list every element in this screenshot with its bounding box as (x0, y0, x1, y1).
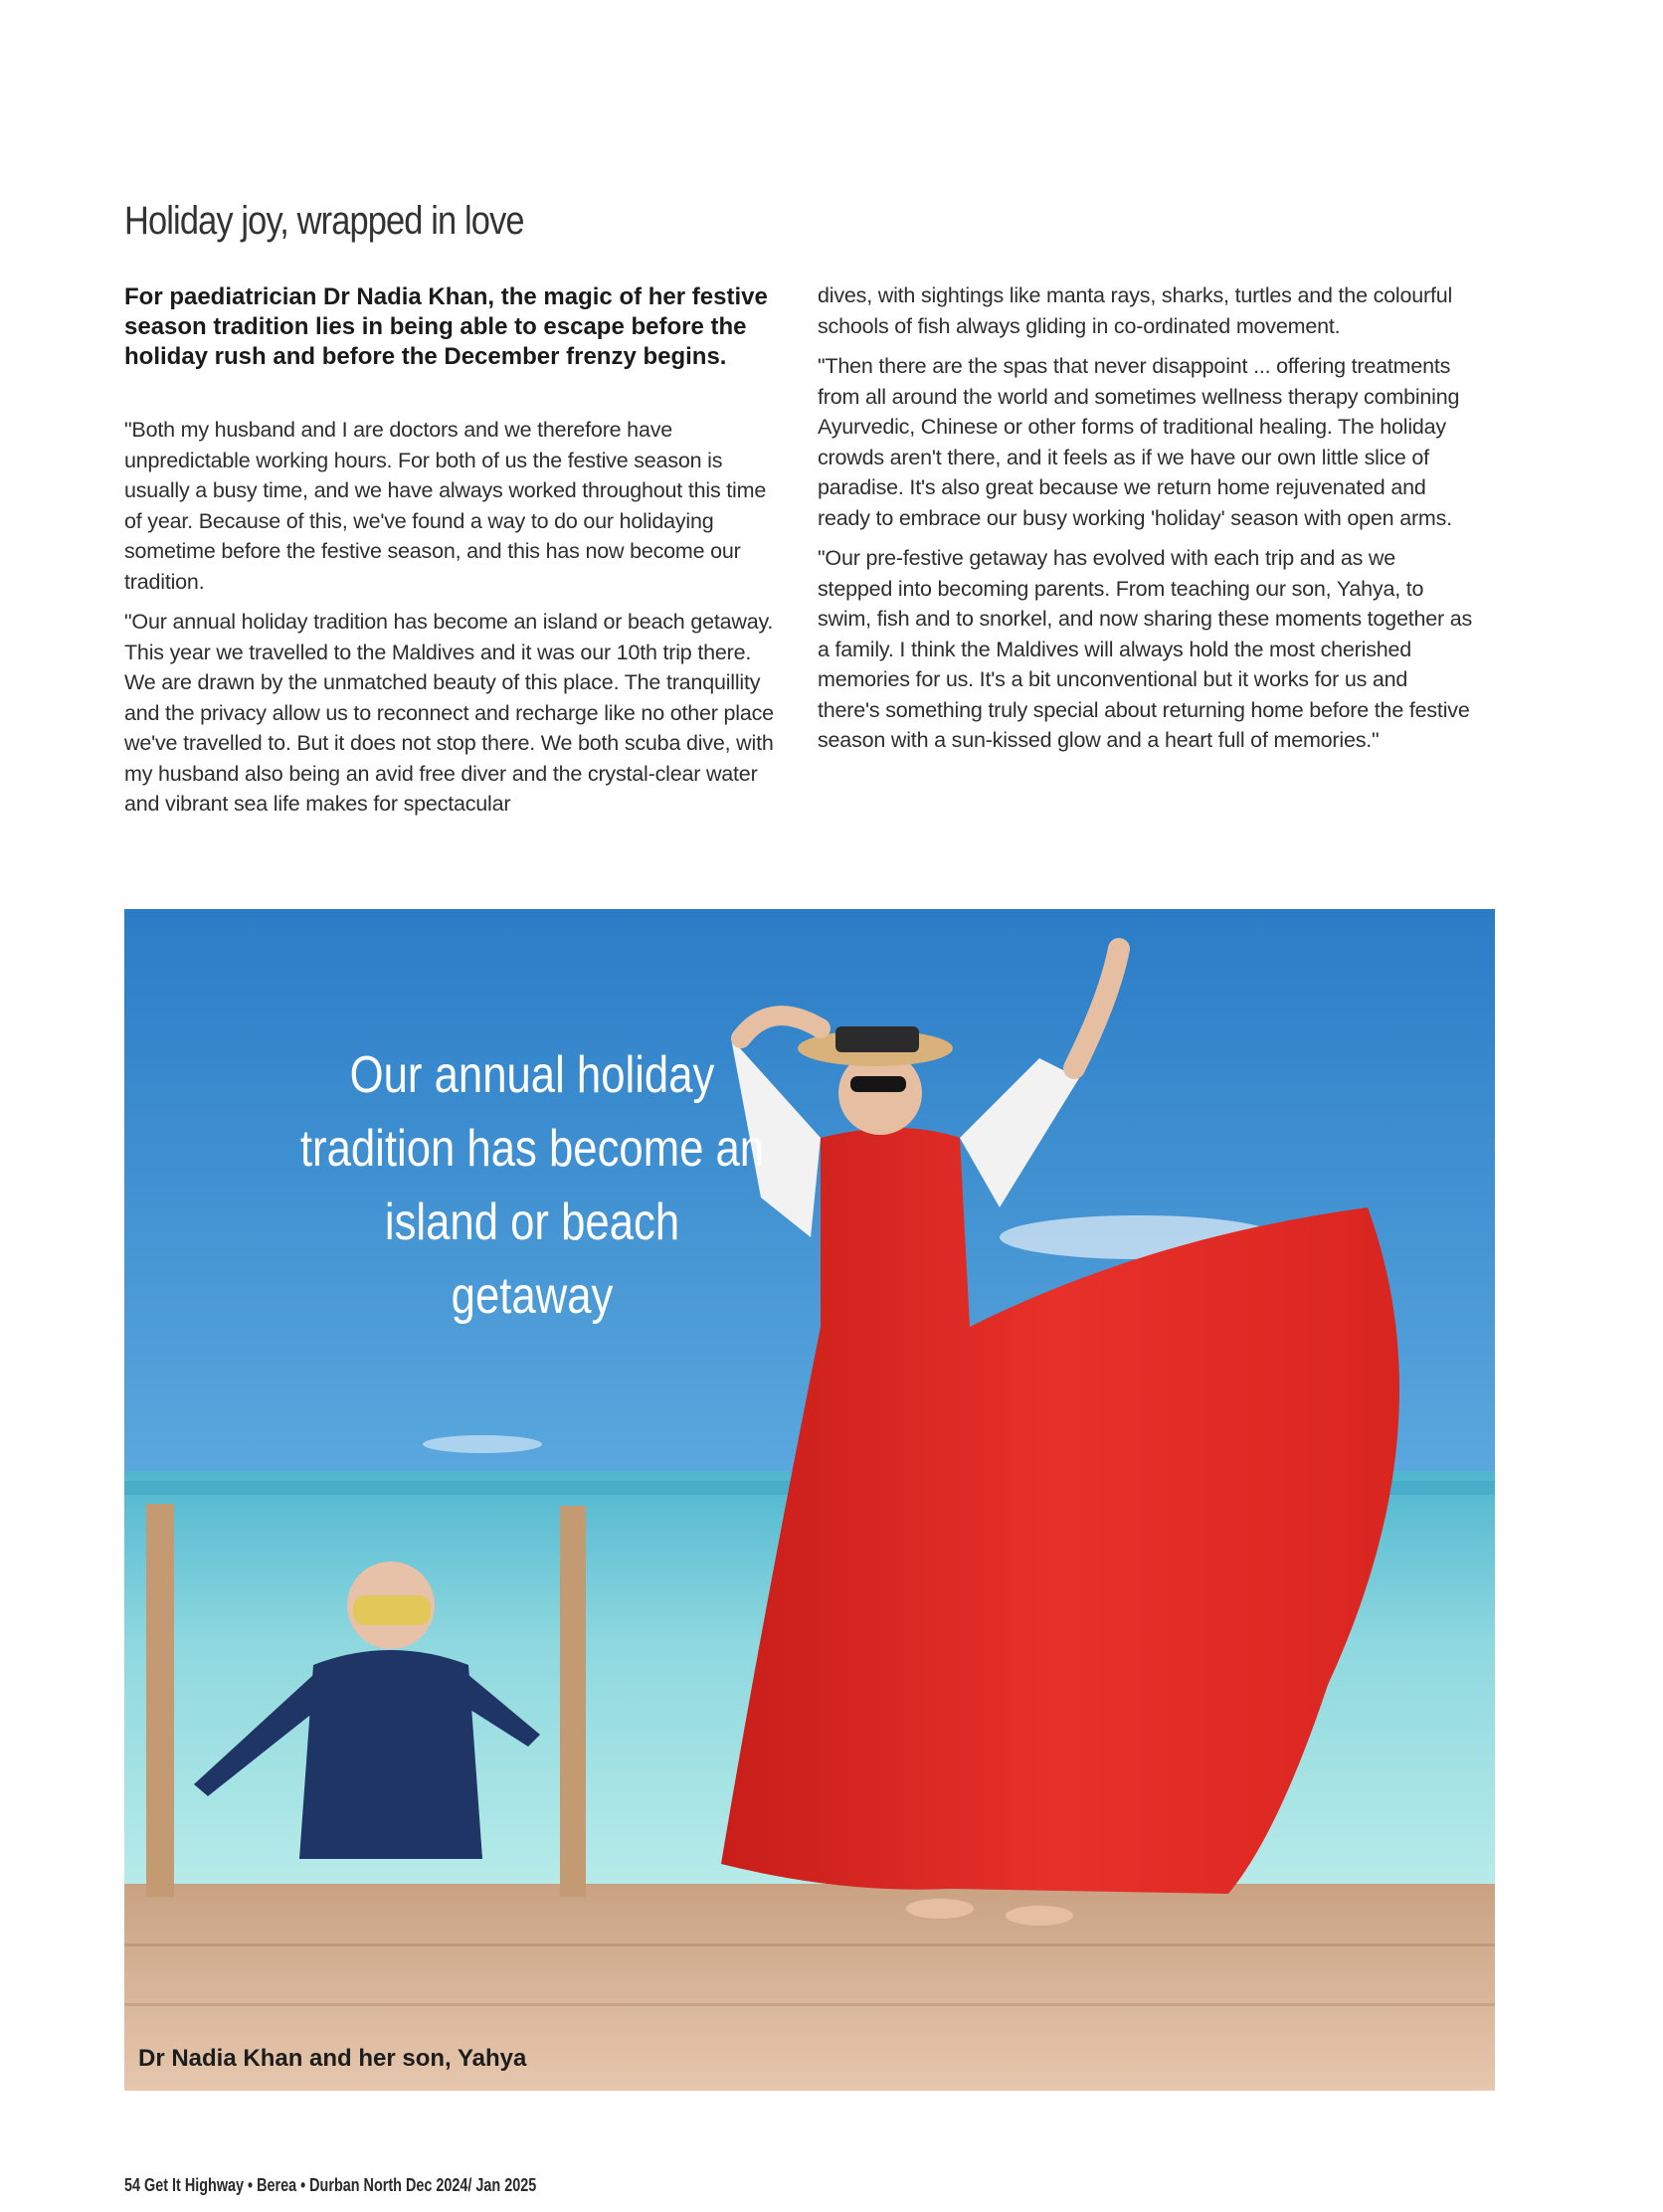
body-paragraph: dives, with sightings like manta rays, sharks, turtles and the colourful schools of fish always gliding in co-ordinated movement. (818, 283, 1453, 338)
body-paragraph: "Both my husband and I are doctors and we therefore have unpredictable working hours. For both of us the festive season is usually a busy time, and we have always worked throughout this time of year. Because of this, we've found a way to do our holidaying sometime before the festive season, and this has now become our tradition. (124, 418, 767, 594)
body-paragraph: "Our annual holiday tradition has become an island or beach getaway. This year we travelled to the Maldives and it was our 10th trip there. We are drawn by the unmatched beauty of this place. The tranquillity and the privacy allow us to reconnect and recharge like no other place we've travelled to. But it does not stop there. We both scuba dive, with my husband also being an avid free diver and the crystal-clear water and vibrant sea life makes for spectacular (124, 610, 774, 816)
left-column (124, 282, 776, 830)
standfirst: For paediatrician Dr Nadia Khan, the magic of her festive season tradition lies in being able to escape before the holiday rush and before the December frenzy begins. (124, 283, 768, 370)
page-footer: 54 Get It Highway • Berea • Durban North Dec 2024/ Jan 2025 (124, 2175, 537, 2195)
article-title: Holiday joy, wrapped in love (124, 199, 524, 243)
pull-quote: Our annual holiday tradition has become an island or beach getaway (299, 1046, 765, 1325)
body-paragraph: "Our pre-festive getaway has evolved with each trip and as we stepped into becoming parents. From teaching our son, Yahya, to swim, fish and to snorkel, and now sharing these moments together as a family. I think the Maldives will always hold the most cherished memories for us. It's a bit unconventional but it works for us and there's something truly special about returning home before the festive season with a sun-kissed glow and a heart full of memories." (818, 546, 1473, 752)
right-column (818, 280, 1474, 766)
body-paragraph: "Then there are the spas that never disappoint ... offering treatments from all around the world and sometimes wellness therapy combining Ayurvedic, Chinese or other forms of traditional healing. The holiday crowds aren't there, and it feels as if we have our own little slice of paradise. It's also great because we return home rejuvenated and ready to embrace our busy working 'holiday' season with open arms. (818, 354, 1460, 530)
feature-photo (124, 909, 1495, 2091)
photo-caption: Dr Nadia Khan and her son, Yahya (138, 2045, 527, 2072)
